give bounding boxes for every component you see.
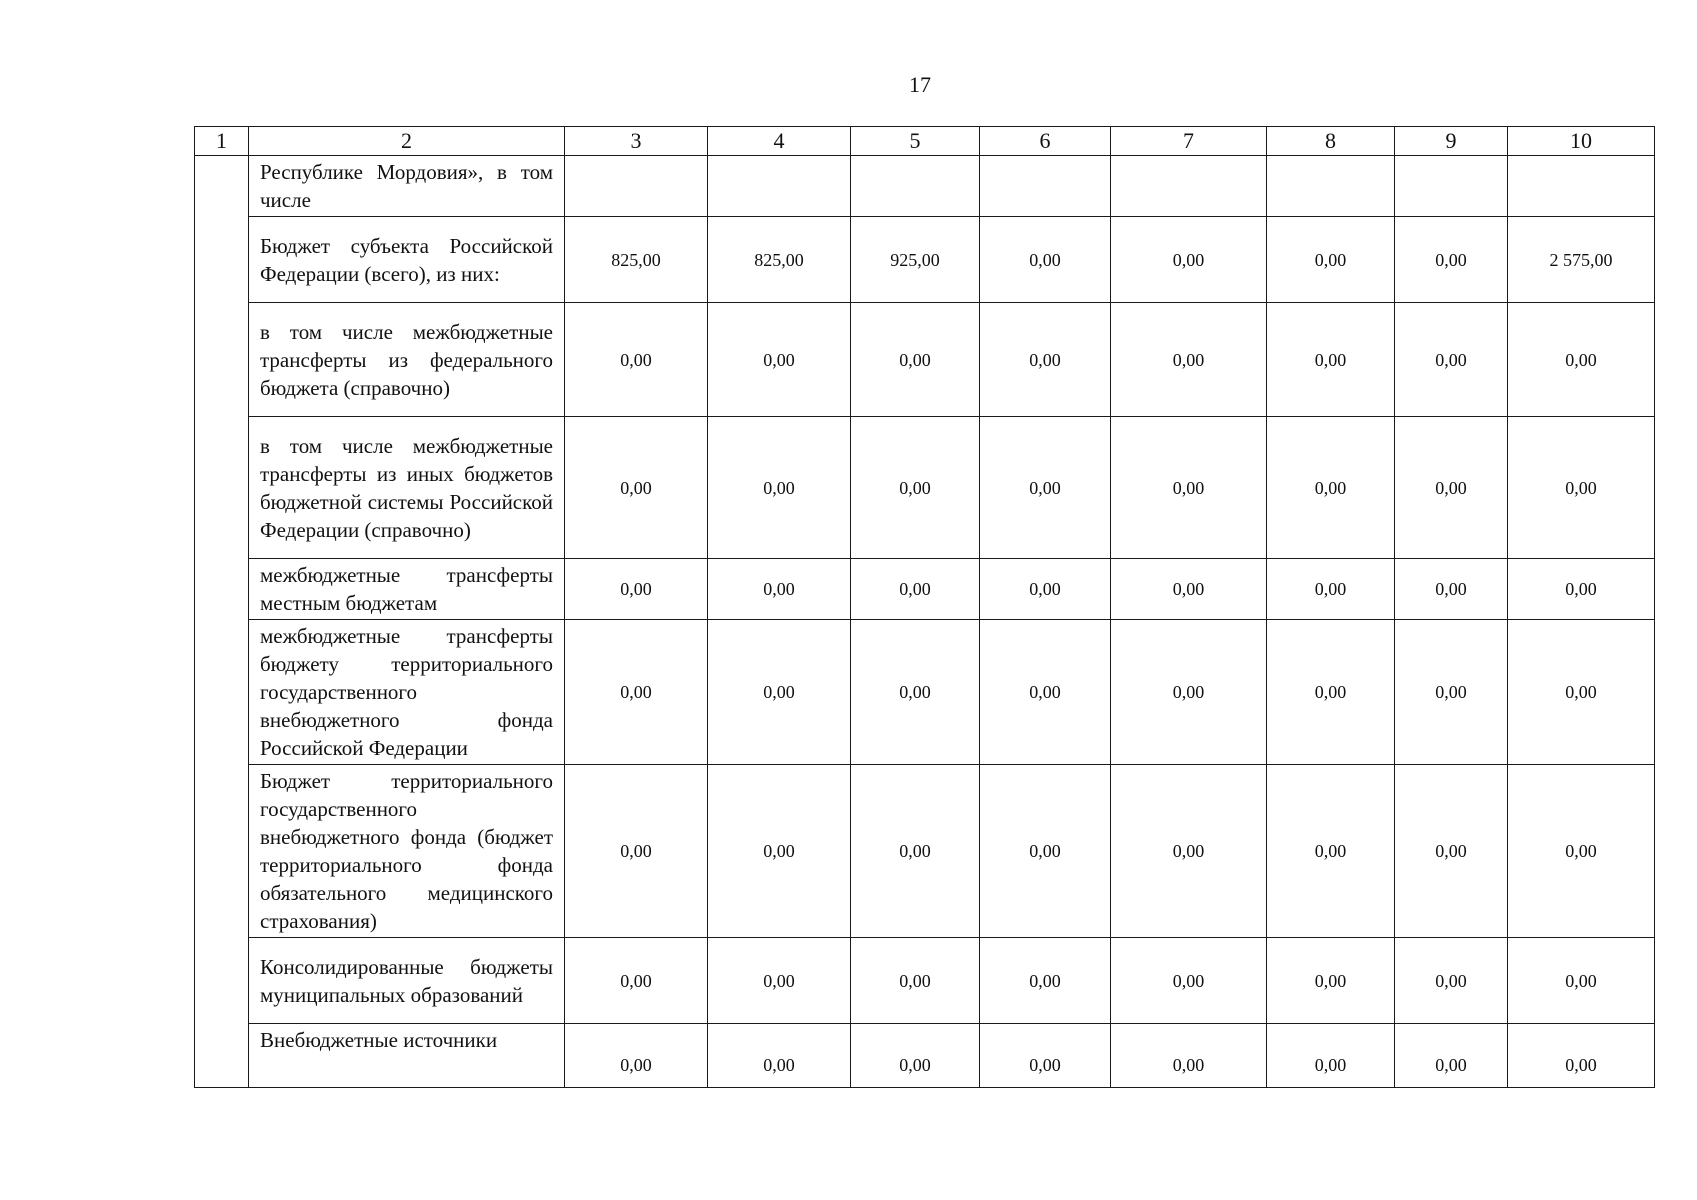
value-cell: 0,00 <box>1267 303 1395 417</box>
value-cell: 0,00 <box>708 620 851 765</box>
value-cell <box>565 156 708 217</box>
value-cell: 0,00 <box>1267 1024 1395 1088</box>
value-cell: 0,00 <box>565 1024 708 1088</box>
table-row <box>195 559 1655 620</box>
value-cell: 0,00 <box>1111 417 1267 559</box>
row-label: Внебюджетные источники <box>249 1024 565 1088</box>
value-cell: 0,00 <box>1508 938 1655 1024</box>
value-cell: 0,00 <box>1267 417 1395 559</box>
column-header: 8 <box>1267 127 1395 156</box>
value-cell: 0,00 <box>851 303 980 417</box>
value-cell: 0,00 <box>1395 559 1508 620</box>
table-row <box>195 765 1655 938</box>
value-cell: 2 575,00 <box>1508 217 1655 303</box>
value-cell: 0,00 <box>980 1024 1111 1088</box>
value-cell: 0,00 <box>708 417 851 559</box>
value-cell: 0,00 <box>1508 303 1655 417</box>
value-cell <box>851 156 980 217</box>
value-cell: 0,00 <box>708 938 851 1024</box>
value-cell: 0,00 <box>980 559 1111 620</box>
value-cell: 0,00 <box>1111 620 1267 765</box>
value-cell: 0,00 <box>980 217 1111 303</box>
row-label: Бюджет субъекта Российской Федерации (всего), из них: <box>249 217 565 303</box>
value-cell: 0,00 <box>851 1024 980 1088</box>
value-cell: 0,00 <box>1267 217 1395 303</box>
header-row <box>195 127 1655 156</box>
row-label: Консолидированные бюджеты муниципальных образований <box>249 938 565 1024</box>
column-header: 2 <box>249 127 565 156</box>
value-cell: 0,00 <box>565 303 708 417</box>
value-cell: 825,00 <box>708 217 851 303</box>
value-cell: 0,00 <box>708 303 851 417</box>
value-cell <box>1111 156 1267 217</box>
value-cell: 0,00 <box>1111 765 1267 938</box>
column-header: 9 <box>1395 127 1508 156</box>
value-cell: 0,00 <box>1395 620 1508 765</box>
column-header: 6 <box>980 127 1111 156</box>
page-number: 17 <box>909 72 931 97</box>
value-cell: 0,00 <box>980 620 1111 765</box>
table-row <box>195 938 1655 1024</box>
row-label: Республике Мордовия», в том числе <box>249 156 565 217</box>
value-cell: 0,00 <box>851 765 980 938</box>
value-cell: 0,00 <box>1508 559 1655 620</box>
value-cell: 0,00 <box>1508 620 1655 765</box>
value-cell: 0,00 <box>565 620 708 765</box>
value-cell: 0,00 <box>851 620 980 765</box>
value-cell: 0,00 <box>1111 938 1267 1024</box>
value-cell: 0,00 <box>1267 620 1395 765</box>
column-header: 7 <box>1111 127 1267 156</box>
value-cell: 0,00 <box>851 559 980 620</box>
index-cell <box>195 156 249 1088</box>
row-label: Бюджет территориального государственного внебюджетного фонда (бюджет территориального фонда обязательного медицинского страхования) <box>249 765 565 938</box>
value-cell: 0,00 <box>565 938 708 1024</box>
value-cell: 0,00 <box>708 559 851 620</box>
table-row <box>195 620 1655 765</box>
column-header: 1 <box>195 127 249 156</box>
value-cell: 0,00 <box>565 417 708 559</box>
table-row <box>195 417 1655 559</box>
table-row <box>195 217 1655 303</box>
value-cell: 0,00 <box>851 938 980 1024</box>
column-header: 10 <box>1508 127 1655 156</box>
table-row <box>195 156 1655 217</box>
value-cell: 0,00 <box>980 938 1111 1024</box>
value-cell: 0,00 <box>708 765 851 938</box>
value-cell: 0,00 <box>1267 559 1395 620</box>
value-cell: 0,00 <box>1395 765 1508 938</box>
column-header: 3 <box>565 127 708 156</box>
value-cell <box>1267 156 1395 217</box>
column-header: 5 <box>851 127 980 156</box>
value-cell: 0,00 <box>1111 217 1267 303</box>
value-cell: 0,00 <box>565 765 708 938</box>
value-cell <box>1508 156 1655 217</box>
table-row <box>195 303 1655 417</box>
row-label: в том числе межбюджетные трансферты из иных бюджетов бюджетной системы Российской Федерации (справочно) <box>249 417 565 559</box>
table-row <box>195 1024 1655 1088</box>
value-cell: 0,00 <box>1111 1024 1267 1088</box>
value-cell: 0,00 <box>980 303 1111 417</box>
value-cell <box>1395 156 1508 217</box>
value-cell <box>980 156 1111 217</box>
column-header: 4 <box>708 127 851 156</box>
value-cell: 0,00 <box>1508 417 1655 559</box>
value-cell <box>708 156 851 217</box>
budget-table <box>194 126 1655 1088</box>
value-cell: 0,00 <box>851 417 980 559</box>
value-cell: 0,00 <box>1267 765 1395 938</box>
value-cell: 0,00 <box>980 765 1111 938</box>
value-cell: 0,00 <box>1508 1024 1655 1088</box>
value-cell: 0,00 <box>1267 938 1395 1024</box>
value-cell: 925,00 <box>851 217 980 303</box>
row-label: межбюджетные трансферты местным бюджетам <box>249 559 565 620</box>
value-cell: 825,00 <box>565 217 708 303</box>
value-cell: 0,00 <box>1395 303 1508 417</box>
value-cell: 0,00 <box>565 559 708 620</box>
value-cell: 0,00 <box>1395 1024 1508 1088</box>
row-label: межбюджетные трансферты бюджету территориального государственного внебюджетного фонда Российской Федерации <box>249 620 565 765</box>
value-cell: 0,00 <box>980 417 1111 559</box>
value-cell: 0,00 <box>1111 303 1267 417</box>
value-cell: 0,00 <box>1395 217 1508 303</box>
value-cell: 0,00 <box>1395 417 1508 559</box>
value-cell: 0,00 <box>708 1024 851 1088</box>
value-cell: 0,00 <box>1395 938 1508 1024</box>
value-cell: 0,00 <box>1111 559 1267 620</box>
row-label: в том числе межбюджетные трансферты из федерального бюджета (справочно) <box>249 303 565 417</box>
value-cell: 0,00 <box>1508 765 1655 938</box>
